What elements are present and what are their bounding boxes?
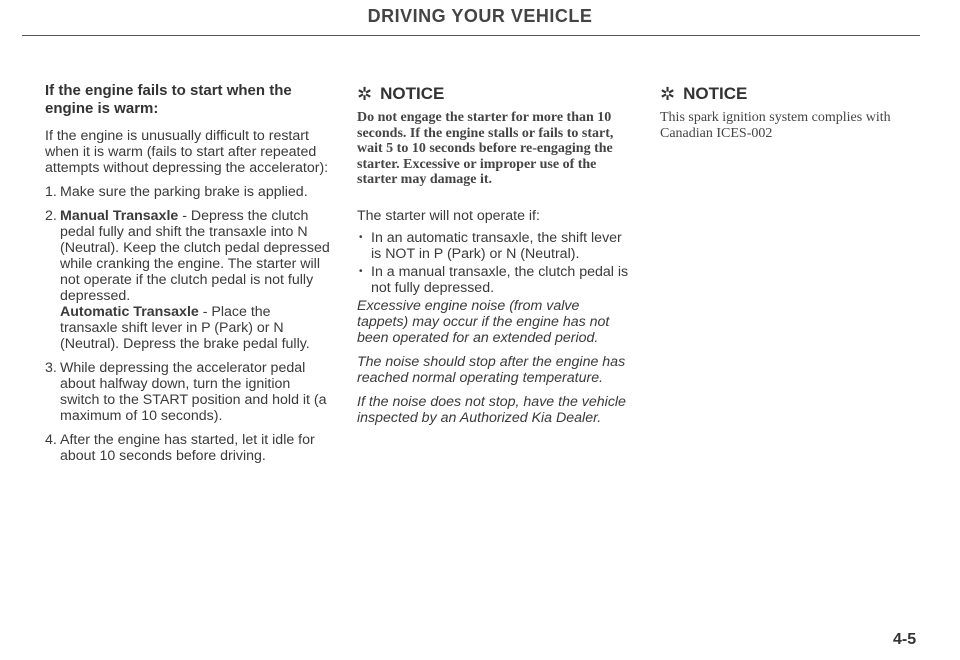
left-column: [45, 82, 330, 472]
notice-star-icon: ✲: [357, 84, 373, 104]
step-text: While depressing the accelerator pedal about halfway down, turn the ignition switch to the START position and hold it (a maximum of 10 seconds).: [60, 360, 327, 424]
manual-transaxle-text: - Depress the clutch pedal fully and shift the transaxle into N (Neutral). Keep the clutch pedal depressed while cranking the engine. The starter will not operate if the clutch pedal is not fully depressed.: [60, 208, 330, 304]
step-number: 1.: [45, 184, 57, 200]
header-rule: [22, 35, 920, 36]
step-1: [45, 184, 330, 200]
step-4: [45, 432, 330, 464]
automatic-transaxle-text: - Place the transaxle shift lever in P (Park) or N (Neutral). Depress the brake pedal fully.: [60, 304, 310, 352]
middle-column: [357, 86, 632, 434]
page-header-title: DRIVING YOUR VEHICLE: [367, 6, 593, 26]
warm-engine-heading: If the engine fails to start when the engine is warm:: [45, 82, 292, 117]
step-number: 3.: [45, 360, 57, 376]
notice-title-text: NOTICE: [683, 84, 748, 103]
starter-conditions-intro: The starter will not operate if:: [357, 207, 540, 224]
page-number: 4-5: [893, 631, 917, 648]
noise-stop-note: The noise should stop after the engine has reached normal operating temperature.: [357, 353, 626, 386]
automatic-transaxle-label: Automatic Transaxle: [60, 304, 199, 320]
step-text: After the engine has started, let it idle for about 10 seconds before driving.: [60, 432, 315, 464]
manual-transaxle-label: Manual Transaxle: [60, 208, 179, 224]
starter-notice-text: Do not engage the starter for more than 10 seconds. If the engine stalls or fails to start, wait 5 to 10 seconds before re-engaging the starter. Excessive or improper use of the starter may damage it.: [357, 110, 614, 188]
step-number: 4.: [45, 432, 57, 448]
step-number: 2.: [45, 208, 57, 224]
warm-engine-intro: If the engine is unusually difficult to restart when it is warm (fails to start after repeated attempts without depressing the accelerator):: [45, 128, 329, 176]
step-text: Make sure the parking brake is applied.: [60, 184, 308, 200]
ignition-notice-title: [660, 86, 920, 102]
dealer-inspection-note: If the noise does not stop, have the vehicle inspected by an Authorized Kia Dealer.: [357, 393, 626, 426]
list-item: • In an automatic transaxle, the shift lever is NOT in P (Park) or N (Neutral).: [357, 230, 632, 262]
right-column: [660, 86, 920, 141]
start-steps-list: [45, 184, 330, 464]
list-item: • In a manual transaxle, the clutch pedal is not fully depressed.: [357, 264, 632, 296]
engine-noise-note: Excessive engine noise (from valve tappets) may occur if the engine has not been operated for an extended period.: [357, 297, 610, 346]
starter-notice-title: [357, 86, 632, 102]
notice-star-icon: ✲: [660, 84, 676, 104]
starter-conditions-list: [357, 230, 632, 296]
notice-title-text: NOTICE: [380, 84, 445, 103]
step-3: [45, 360, 330, 424]
ignition-notice-text: This spark ignition system complies with Canadian ICES-002: [660, 110, 891, 141]
step-2: [45, 208, 330, 352]
